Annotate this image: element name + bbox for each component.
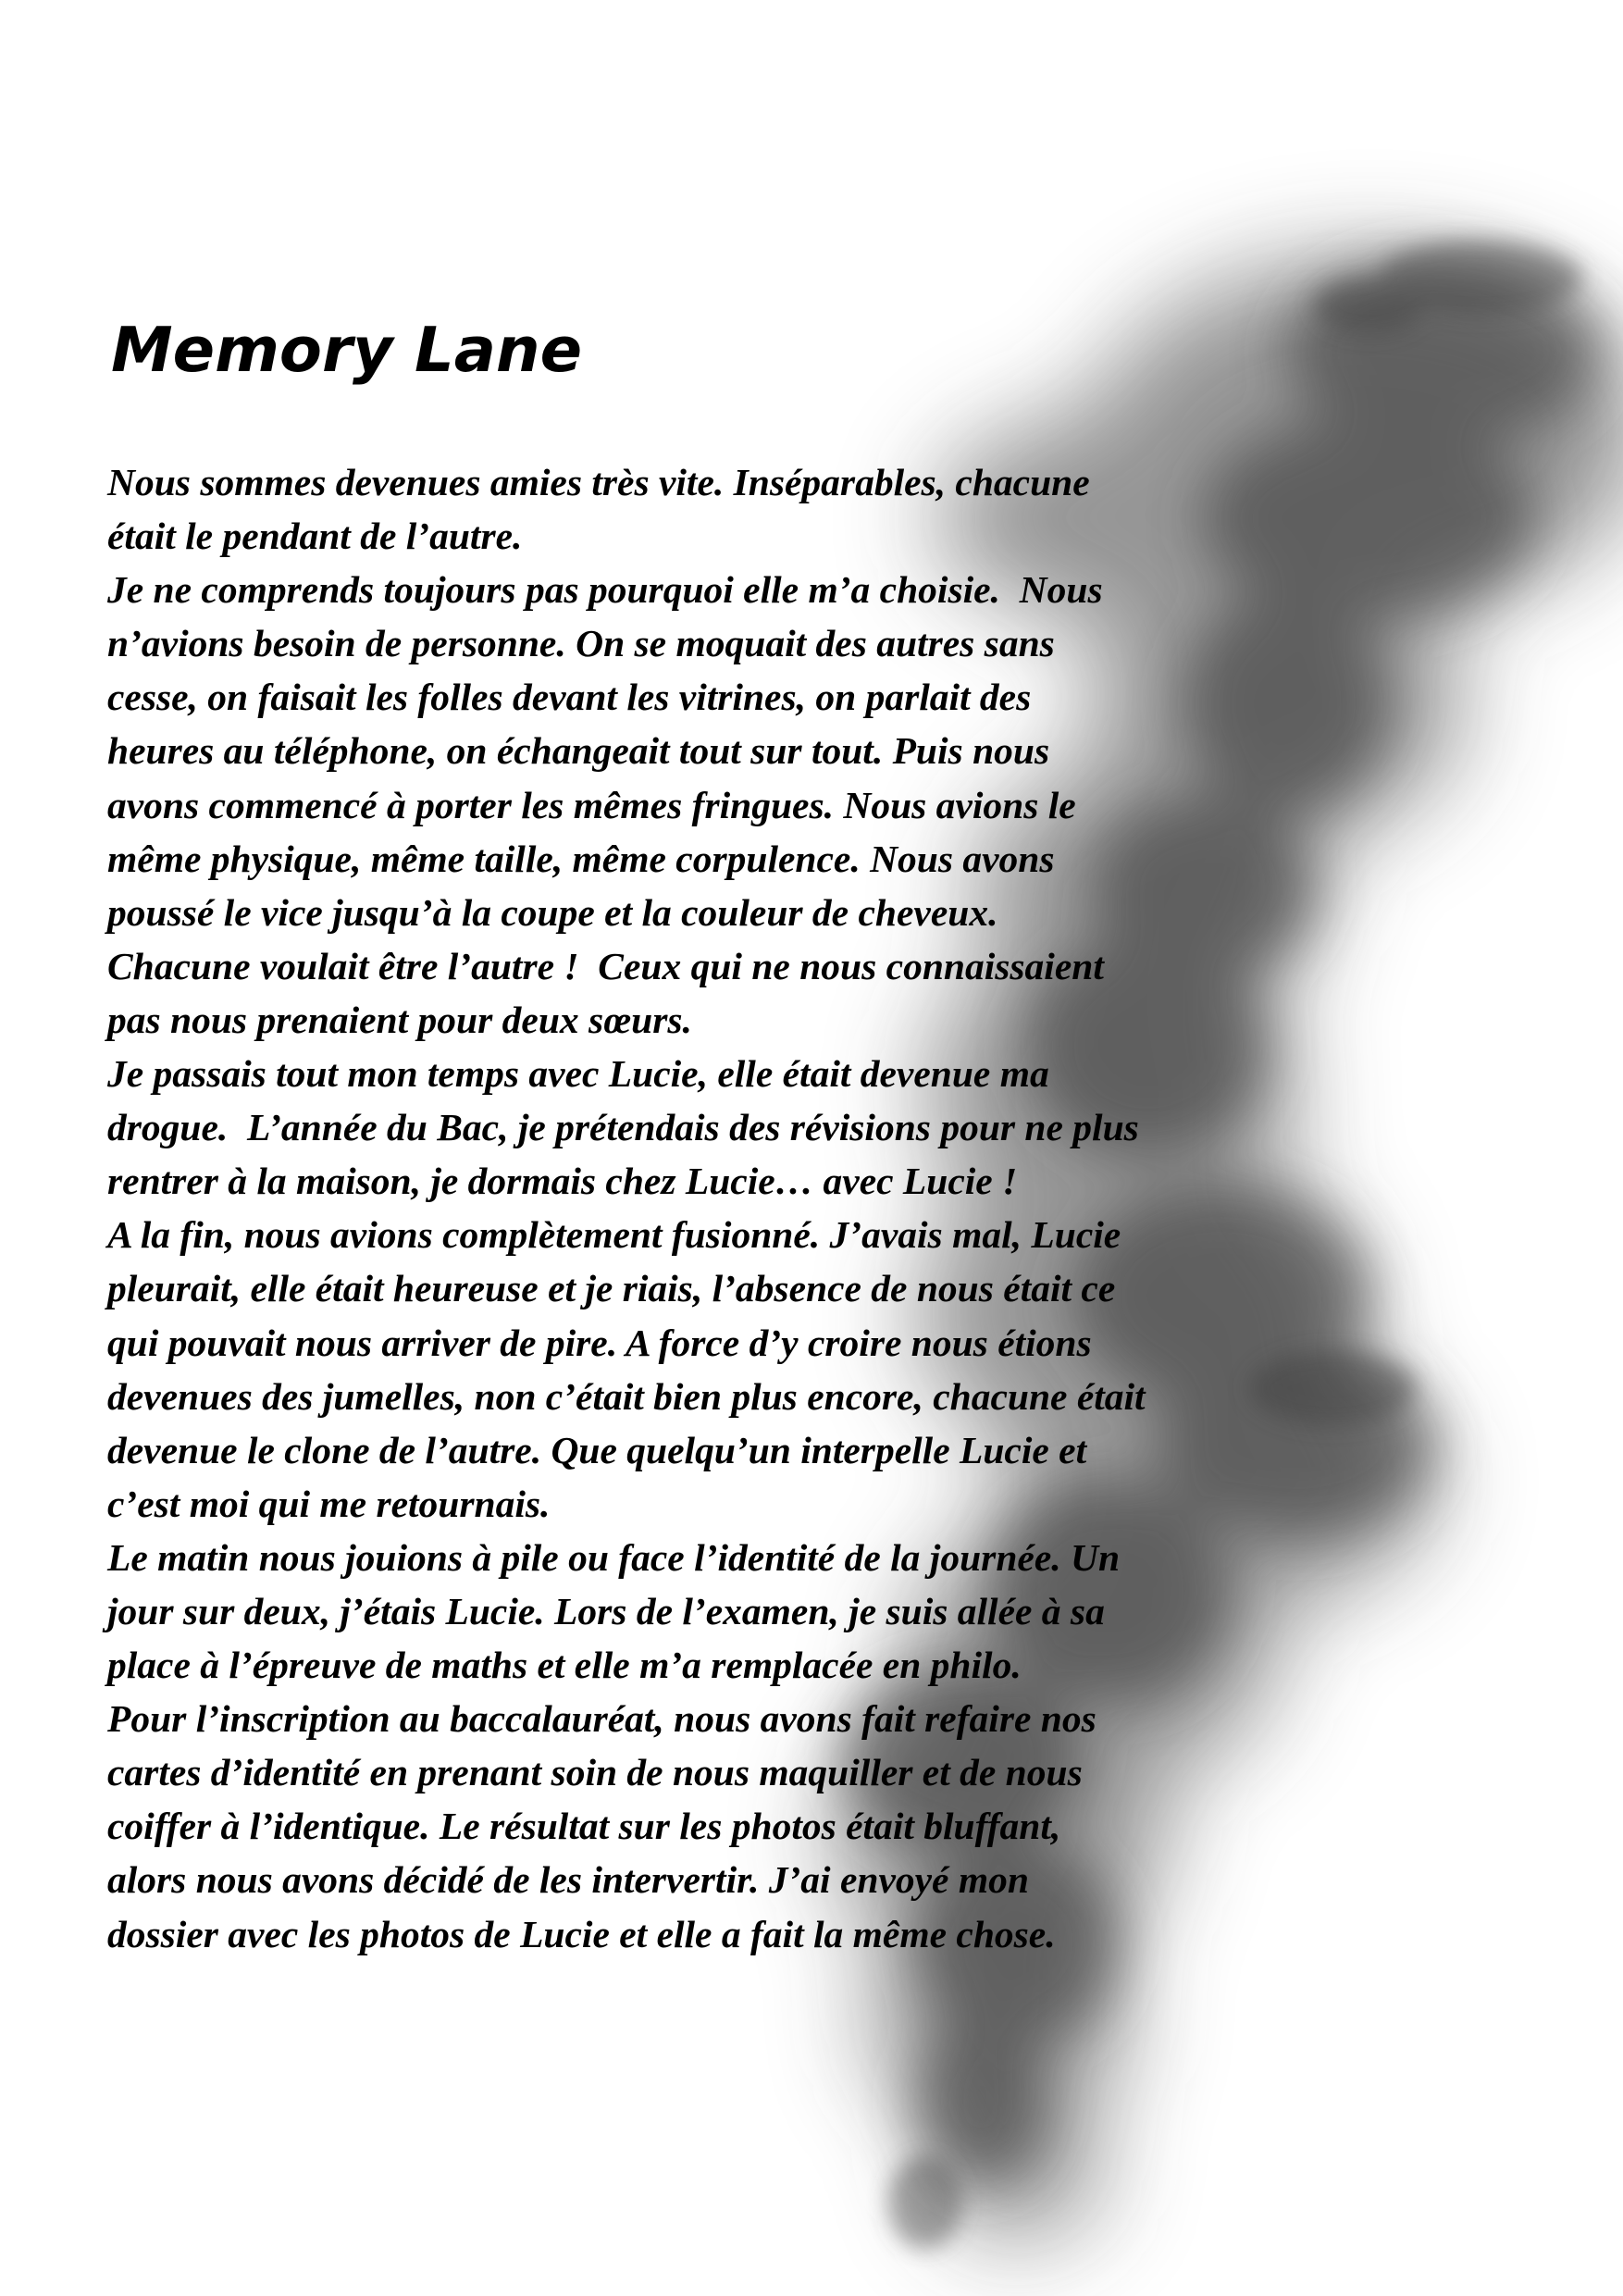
text-line: Le matin nous jouions à pile ou face l’identité de la journée. Un (107, 1535, 1121, 1579)
text-line: jour sur deux, j’étais Lucie. Lors de l’examen, je suis allée à sa (107, 1589, 1105, 1632)
text-line: place à l’épreuve de maths et elle m’a remplacée en philo. (107, 1644, 1022, 1687)
text-line: Pour l’inscription au baccalauréat, nous avons fait refaire nos (107, 1697, 1096, 1741)
text-line: drogue. L’année du Bac, je prétendais des révisions pour ne plus (107, 1106, 1139, 1149)
text-line: avons commencé à porter les mêmes fringues. Nous avions le (107, 783, 1076, 826)
text-line: A la fin, nous avions complètement fusionné. J’avais mal, Lucie (107, 1213, 1121, 1257)
text-line: Chacune voulait être l’autre ! Ceux qui ne nous connaissaient (107, 944, 1104, 987)
text-line: Je ne comprends toujours pas pourquoi elle m’a choisie. Nous (107, 568, 1103, 612)
text-line: rentrer à la maison, je dormais chez Lucie… avec Lucie ! (107, 1160, 1018, 1203)
text-line: heures au téléphone, on échangeait tout sur tout. Puis nous (107, 729, 1050, 773)
text-line: même physique, même taille, même corpulence. Nous avons (107, 837, 1055, 880)
text-line: coiffer à l’identique. Le résultat sur les photos était bluffant, (107, 1805, 1061, 1848)
text-line: cesse, on faisait les folles devant les vitrines, on parlait des (107, 676, 1032, 719)
text-line: dossier avec les photos de Lucie et elle a fait la même chose. (107, 1912, 1056, 1955)
text-line: pleurait, elle était heureuse et je riais, l’absence de nous était ce (107, 1267, 1116, 1310)
text-line: pas nous prenaient pour deux sœurs. (107, 998, 692, 1041)
page-title: Memory Lane (111, 314, 583, 386)
text-line: devenues des jumelles, non c’était bien plus encore, chacune était (107, 1374, 1146, 1418)
text-line: était le pendant de l’autre. (107, 515, 523, 558)
text-line: Nous sommes devenues amies très vite. Inséparables, chacune (107, 461, 1090, 503)
text-line: poussé le vice jusqu’à la coupe et la couleur de cheveux. (107, 890, 998, 934)
text-line: c’est moi qui me retournais. (107, 1482, 551, 1525)
text-line: Je passais tout mon temps avec Lucie, elle était devenue ma (107, 1052, 1049, 1096)
text-line: devenue le clone de l’autre. Que quelqu’un interpelle Lucie et (107, 1428, 1087, 1471)
text-line: cartes d’identité en prenant soin de nous maquiller et de nous (107, 1751, 1083, 1794)
story-body (107, 455, 1403, 1961)
text-line: n’avions besoin de personne. On se moquait des autres sans (107, 622, 1055, 665)
text-line: alors nous avons décidé de les intervertir. J’ai envoyé mon (107, 1858, 1029, 1902)
text-line: qui pouvait nous arriver de pire. A force d’y croire nous étions (107, 1321, 1092, 1364)
